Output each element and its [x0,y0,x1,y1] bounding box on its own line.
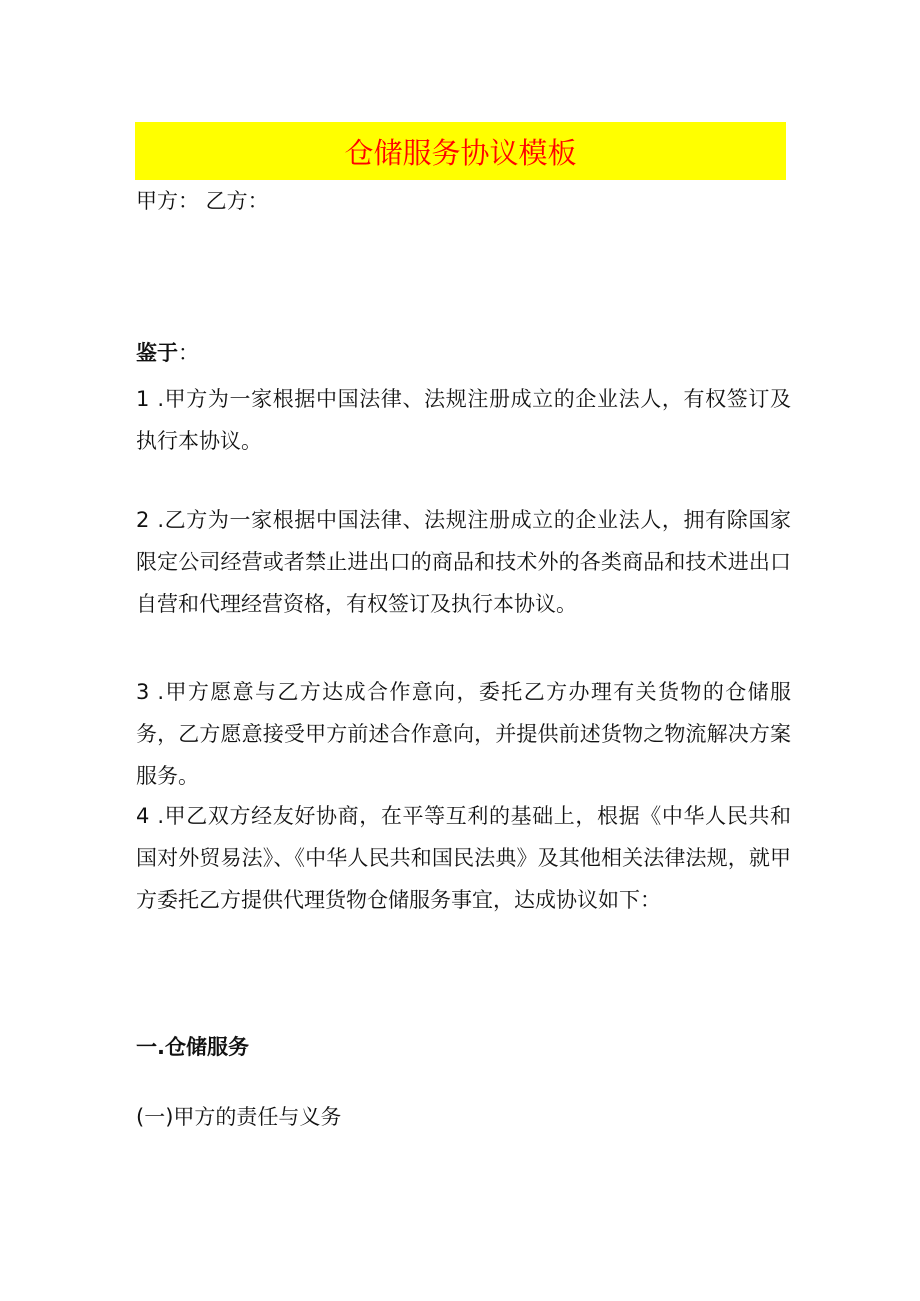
clause-1 [136,378,791,462]
whereas-colon: ： [178,341,199,365]
clause-2 [136,499,791,625]
subsection-heading: (一)甲方的责任与义务 [136,1105,342,1129]
section-heading: 一.仓储服务 [136,1035,249,1059]
clause-4 [136,795,791,921]
clause-text: .甲乙双方经友好协商，在平等互利的基础上，根据《中华人民共和国对外贸易法》、《中华人民共和国民法典》及其他相关法律法规，就甲方委托乙方提供代理货物仓储服务事宜，达成协议如下： [136,804,791,912]
clause-number: 1 [136,387,150,411]
clause-text: .甲方愿意与乙方达成合作意向，委托乙方办理有关货物的仓储服务，乙方愿意接受甲方前述合作意向，并提供前述货物之物流解决方案服务。 [136,680,791,788]
clause-number: 4 [136,804,150,828]
clause-number: 2 [136,508,150,532]
clause-3 [136,671,791,797]
clause-text: .甲方为一家根据中国法律、法规注册成立的企业法人，有权签订及执行本协议。 [136,387,791,453]
clause-number: 3 [136,680,150,704]
whereas-label: 鉴于 [136,341,178,365]
document-title: 仓储服务协议模板 [344,135,577,170]
clause-text: .乙方为一家根据中国法律、法规注册成立的企业法人，拥有除国家限定公司经营或者禁止进出口的商品和技术外的各类商品和技术进出口自营和代理经营资格，有权签订及执行本协议。 [136,508,791,616]
whereas-heading [136,332,791,374]
parties-line: 甲方： 乙方： [136,189,269,213]
title-banner [135,122,786,180]
